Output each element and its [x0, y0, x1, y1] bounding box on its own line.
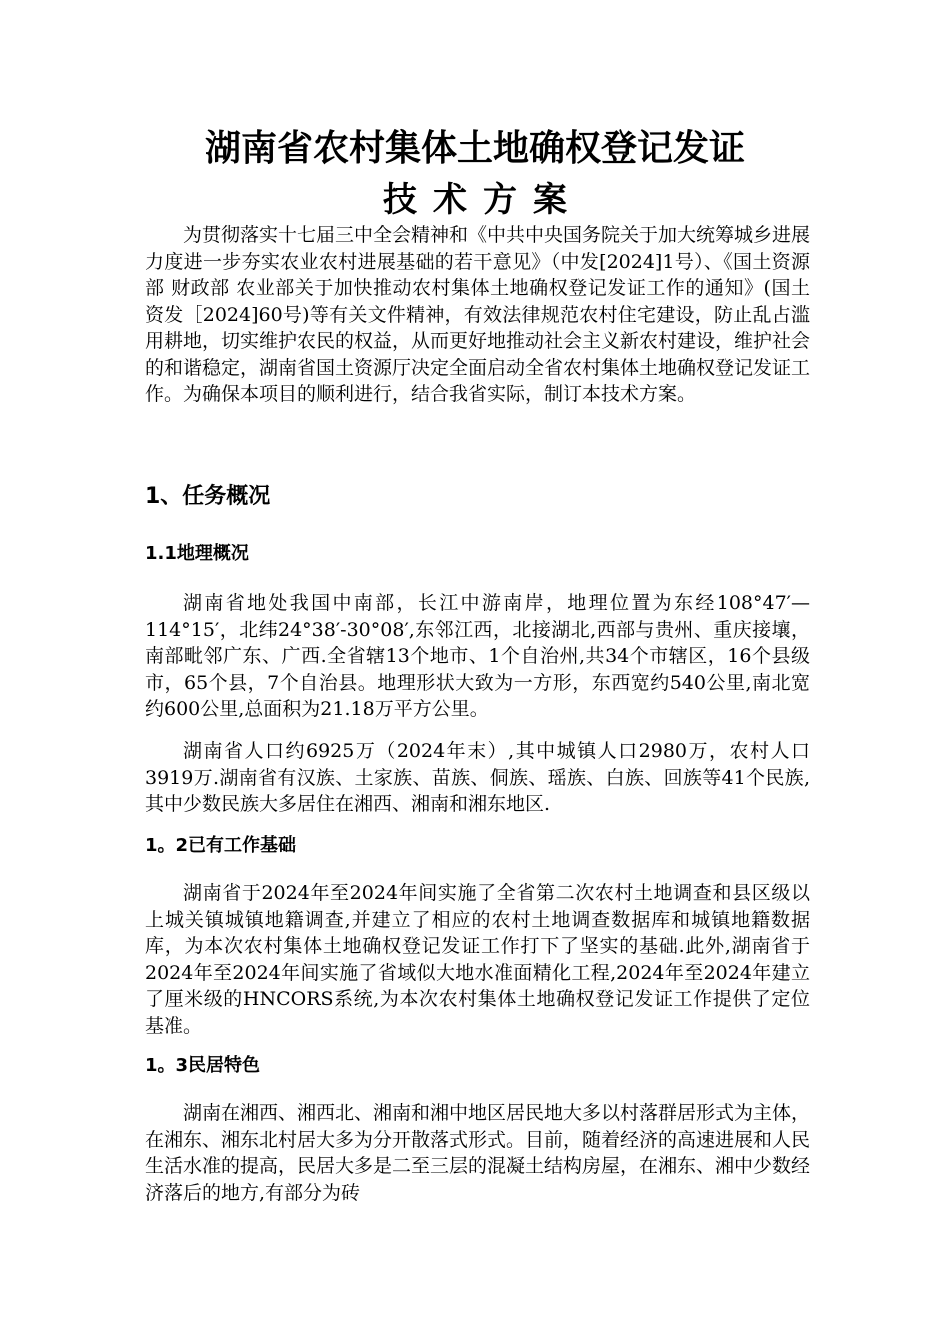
subsection-heading-existing-work: 1。2已有工作基础 — [145, 835, 297, 856]
existing-work-paragraph: 湖南省于2024年至2024年间实施了全省第二次农村土地调查和县区级以上城关镇城镇地籍调查,并建立了相应的农村土地调查数据库和城镇地籍数据库，为本次农村集体土地确权登记发证工作打下了坚实的基础.此外,湖南省于2024年至2024年间实施了省域似大地水准面精化工程,2024年至2024年建立了厘米级的HNCORS系统,为本次农村集体土地确权登记发证工作提供了定位基准。 — [145, 882, 810, 1037]
population-paragraph: 湖南省人口约6925万（2024年末）,其中城镇人口2980万，农村人口3919万.湖南省有汉族、土家族、苗族、侗族、瑶族、白族、回族等41个民族,其中少数民族大多居住在湘西、湘南和湘东地区. — [145, 740, 810, 815]
section-heading-task-overview: 1、任务概况 — [145, 484, 271, 509]
document-subtitle: 技术方案 — [383, 180, 583, 220]
subsection-heading-geography: 1.1地理概况 — [145, 543, 249, 564]
intro-paragraph: 为贯彻落实十七届三中全会精神和《中共中央国务院关于加大统筹城乡进展力度进一步夯实农业农村进展基础的若干意见》（中发[2024]1号）、《国土资源部 财政部 农业部关于加快推动农村集体土地确权登记发证工作的通知》(国土资发［2024]60号)等有关文件精神，有效法律规范农村住宅建设，防止乱占滥用耕地，切实维护农民的权益，从而更好地推动社会主义新农村建设，维护社会的和谐稳定，湖南省国土资源厅决定全面启动全省农村集体土地确权登记发证工作。为确保本项目的顺利进行，结合我省实际，制订本技术方案。 — [145, 224, 811, 405]
document-title: 湖南省农村集体土地确权登记发证 — [204, 128, 745, 169]
geography-paragraph: 湖南省地处我国中南部，长江中游南岸，地理位置为东经108°47′—114°15′，北纬24°38′-30°08′,东邻江西，北接湖北,西部与贵州、重庆接壤，南部毗邻广东、广西.全省辖13个地市、1个自治州,共34个市辖区，16个县级市，65个县，7个自治县。地理形状大致为一方形，东西宽约540公里,南北宽约600公里,总面积为21.18万平方公里。 — [145, 592, 810, 720]
residence-paragraph: 湖南在湘西、湘西北、湘南和湘中地区居民地大多以村落群居形式为主体，在湘东、湘东北村居大多为分开散落式形式。目前，随着经济的高速进展和人民生活水准的提高，民居大多是二至三层的混凝土结构房屋，在湘东、湘中少数经济落后的地方,有部分为砖 — [145, 1102, 811, 1204]
subsection-heading-residence: 1。3民居特色 — [145, 1055, 261, 1076]
